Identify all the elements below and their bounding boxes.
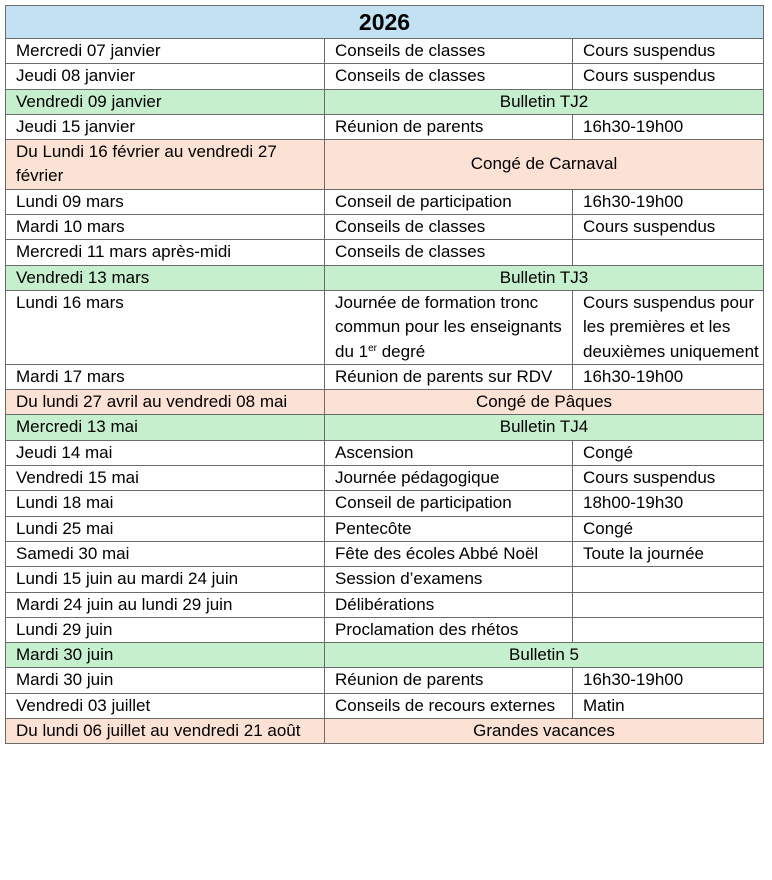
row-info: 16h30-19h00 (573, 114, 764, 139)
row-info: 18h00-19h30 (573, 491, 764, 516)
bulletin-row (6, 265, 764, 290)
table-row (6, 64, 764, 89)
row-event: Proclamation des rhétos (325, 617, 573, 642)
table-row (6, 617, 764, 642)
bulletin-label: Bulletin TJ3 (325, 265, 764, 290)
row-info (573, 592, 764, 617)
bulletin-label: Bulletin TJ4 (325, 415, 764, 440)
row-date: Mercredi 13 mai (6, 415, 325, 440)
row-event: Réunion de parents sur RDV (325, 364, 573, 389)
row-date: Lundi 29 juin (6, 617, 325, 642)
row-info: Congé (573, 516, 764, 541)
table-row (6, 592, 764, 617)
row-date: Mardi 30 juin (6, 668, 325, 693)
row-info: 16h30-19h00 (573, 189, 764, 214)
row-date: Vendredi 09 janvier (6, 89, 325, 114)
row-event: Conseils de recours externes (325, 693, 573, 718)
row-event: Conseils de classes (325, 64, 573, 89)
row-date: Jeudi 14 mai (6, 440, 325, 465)
row-info: Cours suspendus (573, 215, 764, 240)
row-date: Samedi 30 mai (6, 541, 325, 566)
row-info: Toute la journée (573, 541, 764, 566)
row-date: Du Lundi 16 février au vendredi 27 février (6, 140, 325, 190)
row-info (573, 567, 764, 592)
year-title: 2026 (6, 6, 764, 39)
row-event-text-end: degré (377, 341, 426, 361)
table-row (6, 189, 764, 214)
row-info (573, 617, 764, 642)
row-date: Vendredi 15 mai (6, 466, 325, 491)
year-header-row (6, 6, 764, 39)
row-event: Conseils de classes (325, 39, 573, 64)
row-date: Mercredi 11 mars après-midi (6, 240, 325, 265)
row-event: Conseils de classes (325, 215, 573, 240)
row-date: Lundi 18 mai (6, 491, 325, 516)
bulletin-label: Bulletin 5 (325, 643, 764, 668)
row-date: Lundi 16 mars (6, 290, 325, 364)
row-info: Matin (573, 693, 764, 718)
table-row (6, 516, 764, 541)
row-event: Journée pédagogique (325, 466, 573, 491)
table-row (6, 668, 764, 693)
table-row (6, 491, 764, 516)
bulletin-row (6, 415, 764, 440)
school-calendar-table (5, 5, 764, 744)
row-info: Congé (573, 440, 764, 465)
row-event: Conseils de classes (325, 240, 573, 265)
row-date: Mardi 24 juin au lundi 29 juin (6, 592, 325, 617)
table-row (6, 541, 764, 566)
row-event: Session d’examens (325, 567, 573, 592)
table-row (6, 567, 764, 592)
row-event (325, 290, 573, 364)
row-date: Jeudi 08 janvier (6, 64, 325, 89)
holiday-row (6, 140, 764, 190)
row-date: Mardi 10 mars (6, 215, 325, 240)
table-row (6, 39, 764, 64)
row-date: Vendredi 13 mars (6, 265, 325, 290)
table-row (6, 466, 764, 491)
table-row (6, 693, 764, 718)
row-date: Mardi 30 juin (6, 643, 325, 668)
row-info: Cours suspendus (573, 64, 764, 89)
row-event: Réunion de parents (325, 114, 573, 139)
row-date: Du lundi 06 juillet au vendredi 21 août (6, 719, 325, 744)
bulletin-label: Bulletin TJ2 (325, 89, 764, 114)
row-event: Conseil de participation (325, 189, 573, 214)
row-event: Réunion de parents (325, 668, 573, 693)
row-date: Lundi 15 juin au mardi 24 juin (6, 567, 325, 592)
table-row (6, 290, 764, 364)
row-date: Mercredi 07 janvier (6, 39, 325, 64)
ordinal-suffix: er (368, 342, 377, 354)
row-info: Cours suspendus (573, 39, 764, 64)
table-row (6, 440, 764, 465)
row-info: Cours suspendus (573, 466, 764, 491)
row-info: Cours suspendus pour les premières et les deuxièmes uniquement (573, 290, 764, 364)
holiday-label: Congé de Pâques (325, 390, 764, 415)
row-info (573, 240, 764, 265)
row-date: Du lundi 27 avril au vendredi 08 mai (6, 390, 325, 415)
table-row (6, 240, 764, 265)
holiday-row (6, 719, 764, 744)
calendar-rows (6, 39, 764, 744)
row-date: Vendredi 03 juillet (6, 693, 325, 718)
bulletin-row (6, 89, 764, 114)
row-event: Pentecôte (325, 516, 573, 541)
row-event: Conseil de participation (325, 491, 573, 516)
row-date: Lundi 25 mai (6, 516, 325, 541)
row-event: Délibérations (325, 592, 573, 617)
table-row (6, 114, 764, 139)
row-event: Ascension (325, 440, 573, 465)
row-date: Mardi 17 mars (6, 364, 325, 389)
row-info: 16h30-19h00 (573, 364, 764, 389)
table-row (6, 215, 764, 240)
row-event-text: Journée de formation tronc commun pour les enseignants du 1 (335, 292, 562, 361)
bulletin-row (6, 643, 764, 668)
holiday-row (6, 390, 764, 415)
row-date: Jeudi 15 janvier (6, 114, 325, 139)
row-info: 16h30-19h00 (573, 668, 764, 693)
holiday-label: Congé de Carnaval (325, 140, 764, 190)
holiday-label: Grandes vacances (325, 719, 764, 744)
row-event: Fête des écoles Abbé Noël (325, 541, 573, 566)
row-date: Lundi 09 mars (6, 189, 325, 214)
table-row (6, 364, 764, 389)
